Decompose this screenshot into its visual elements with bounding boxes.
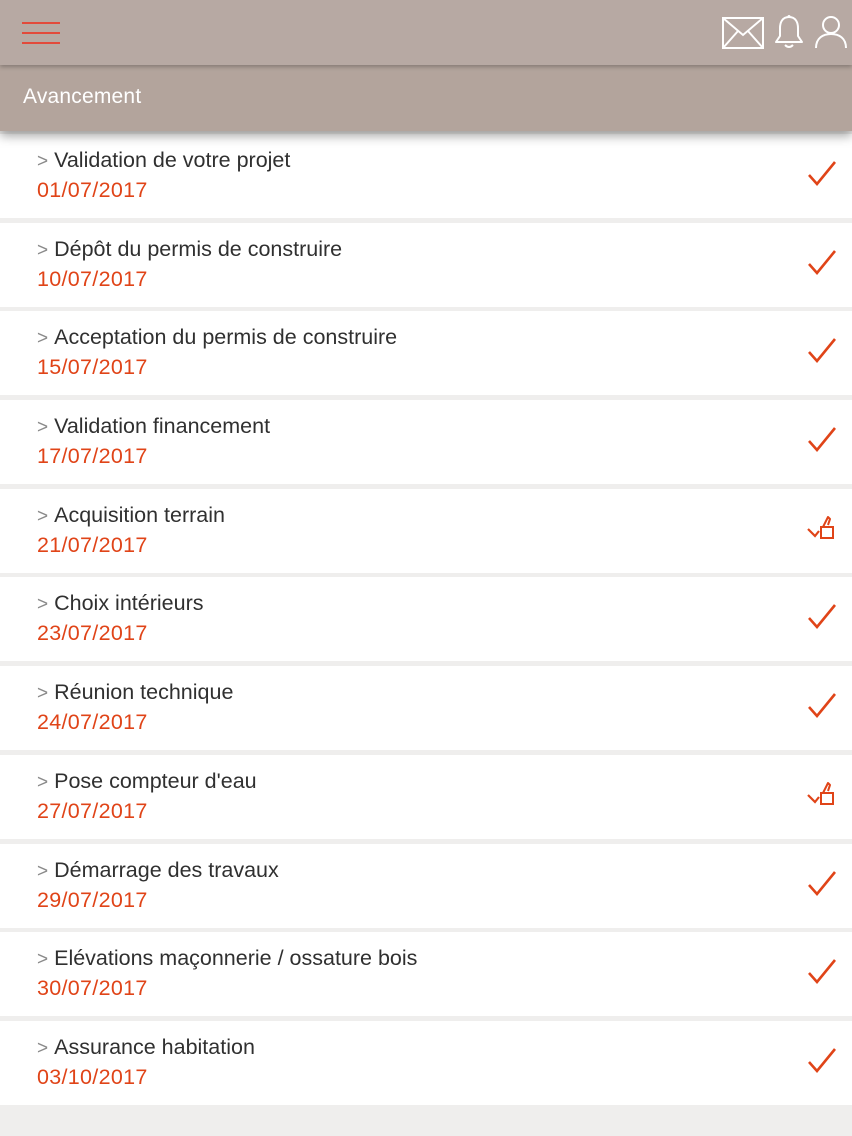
check-thumbs-up-icon [806, 779, 838, 811]
list-item[interactable] [0, 223, 852, 307]
checkmark-icon [806, 1045, 838, 1077]
step-title [37, 769, 257, 794]
checkmark-icon [806, 868, 838, 900]
chevron-right-icon: > [37, 505, 49, 527]
step-title [37, 946, 417, 971]
progress-list [0, 134, 852, 1110]
step-label: Choix intérieurs [54, 591, 204, 616]
chevron-right-icon: > [37, 328, 49, 350]
chevron-right-icon: > [37, 151, 49, 172]
step-label: Validation de votre projet [54, 148, 291, 172]
checkmark-icon [806, 247, 838, 279]
step-date: 27/07/2017 [37, 798, 148, 823]
step-date: 15/07/2017 [37, 355, 148, 380]
chevron-right-icon: > [37, 860, 49, 882]
top-app-bar [0, 0, 852, 65]
chevron-right-icon: > [37, 949, 49, 971]
chevron-right-icon: > [37, 771, 49, 793]
list-item[interactable] [0, 134, 852, 218]
section-header [0, 65, 852, 131]
step-date: 23/07/2017 [37, 621, 148, 646]
list-item[interactable] [0, 400, 852, 484]
step-date: 29/07/2017 [37, 887, 148, 912]
step-date: 01/07/2017 [37, 178, 148, 202]
step-date: 03/10/2017 [37, 1064, 148, 1089]
page-title: Avancement [23, 85, 142, 108]
checkmark-icon [806, 690, 838, 722]
step-label: Acquisition terrain [54, 502, 225, 527]
checkmark-icon [806, 158, 838, 190]
checkmark-icon [806, 956, 838, 988]
checkmark-icon [806, 601, 838, 633]
step-title [37, 325, 397, 350]
list-item[interactable] [0, 666, 852, 750]
chevron-right-icon: > [37, 239, 49, 261]
step-title [37, 680, 233, 705]
step-title [37, 591, 203, 616]
step-date: 30/07/2017 [37, 976, 148, 1001]
step-title [37, 148, 290, 173]
step-label: Démarrage des travaux [54, 857, 279, 882]
chevron-right-icon: > [37, 683, 49, 705]
chevron-right-icon: > [37, 594, 49, 616]
list-item[interactable] [0, 489, 852, 573]
step-date: 17/07/2017 [37, 444, 148, 469]
step-title [37, 858, 279, 883]
step-label: Réunion technique [54, 680, 234, 705]
step-title [37, 237, 342, 262]
list-item[interactable] [0, 311, 852, 395]
bell-icon[interactable] [773, 14, 805, 55]
step-label: Assurance habitation [54, 1034, 255, 1059]
user-icon[interactable] [814, 14, 848, 55]
list-item[interactable] [0, 1021, 852, 1105]
step-title [37, 414, 270, 439]
check-thumbs-up-icon [806, 513, 838, 545]
step-date: 10/07/2017 [37, 266, 148, 291]
step-title [37, 503, 225, 528]
list-item[interactable] [0, 755, 852, 839]
step-label: Acceptation du permis de construire [54, 325, 398, 350]
step-title [37, 1035, 255, 1060]
hamburger-menu-icon[interactable] [22, 22, 60, 44]
chevron-right-icon: > [37, 417, 49, 439]
list-item[interactable] [0, 932, 852, 1016]
chevron-right-icon: > [37, 1037, 49, 1059]
step-date: 21/07/2017 [37, 532, 148, 557]
step-label: Dépôt du permis de construire [54, 236, 343, 261]
list-item[interactable] [0, 577, 852, 661]
step-label: Pose compteur d'eau [54, 768, 257, 793]
step-label: Elévations maçonnerie / ossature bois [54, 946, 418, 971]
checkmark-icon [806, 335, 838, 367]
step-date: 24/07/2017 [37, 710, 148, 735]
list-item[interactable] [0, 844, 852, 928]
step-label: Validation financement [54, 414, 271, 439]
checkmark-icon [806, 424, 838, 456]
mail-icon[interactable] [722, 17, 764, 54]
